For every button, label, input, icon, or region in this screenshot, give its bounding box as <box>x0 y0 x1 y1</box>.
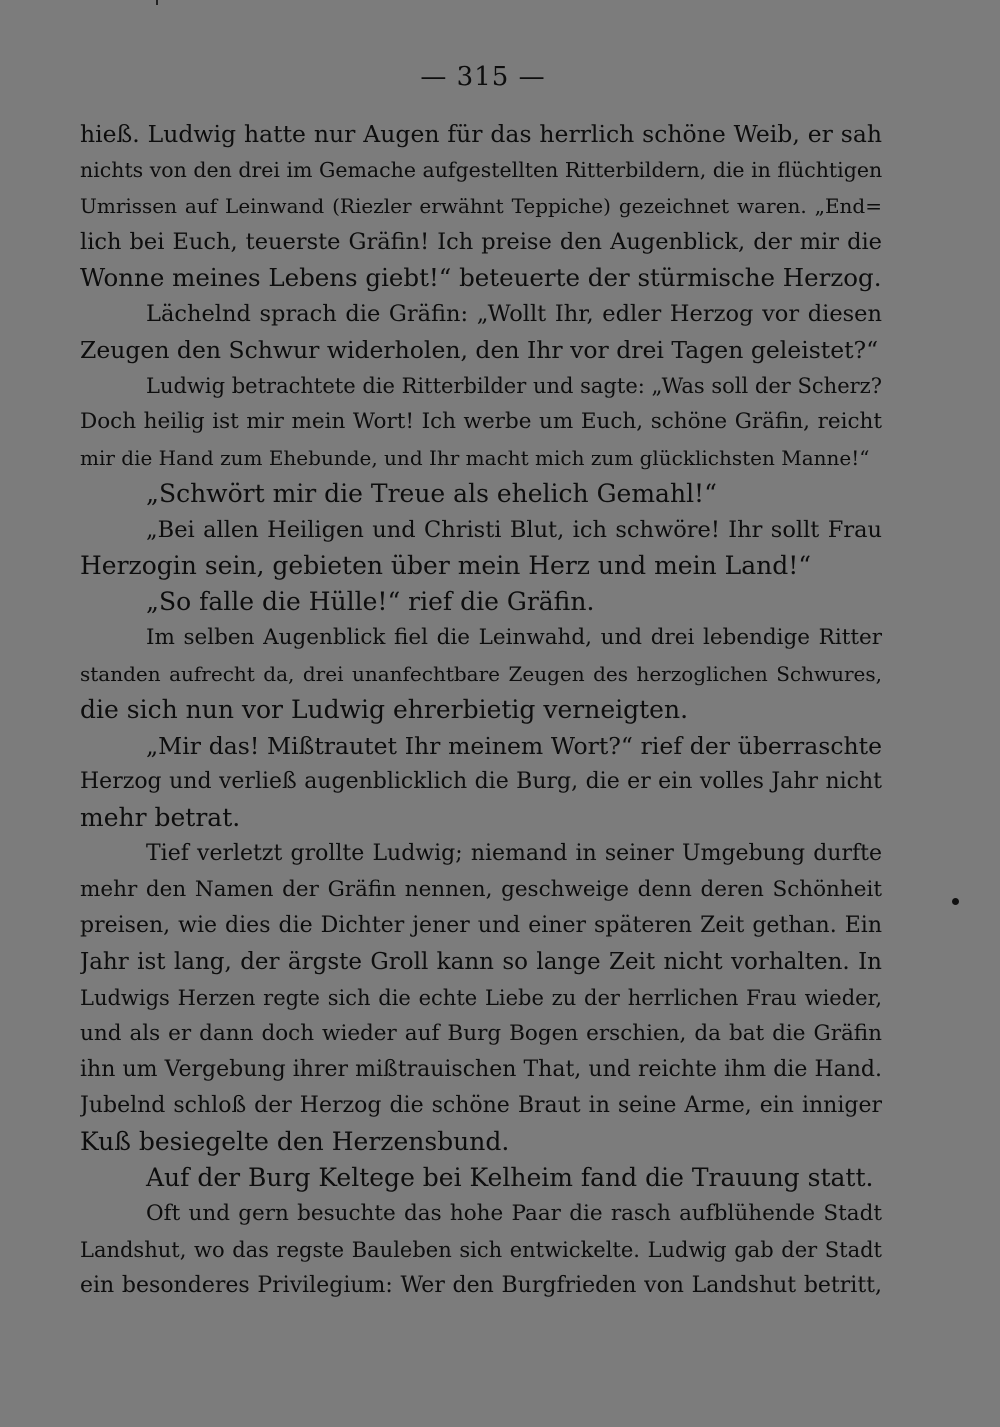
text-line: Im selben Augenblick fiel die Leinwahd, und drei lebendige Ritter <box>146 625 882 650</box>
text-line: Jahr ist lang, der ärgste Groll kann so lange Zeit nicht vorhalten. In <box>80 949 882 975</box>
text-line: Zeugen den Schwur widerholen, den Ihr vor drei Tagen geleistet?“ <box>80 336 879 364</box>
text-line: Oft und gern besuchte das hohe Paar die rasch aufblühende Stadt <box>146 1201 882 1226</box>
text-line: „Bei allen Heiligen und Christi Blut, ich schwöre! Ihr sollt Frau <box>146 517 882 543</box>
text-line: „Schwört mir die Treue als ehelich Gemahl!“ <box>146 479 717 508</box>
text-line: Doch heilig ist mir mein Wort! Ich werbe um Euch, schöne Gräfin, reicht <box>80 409 882 434</box>
text-line: Kuß besiegelte den Herzensbund. <box>80 1127 510 1156</box>
text-line: Herzogin sein, gebieten über mein Herz und mein Land!“ <box>80 551 812 580</box>
text-line: Ludwigs Herzen regte sich die echte Liebe zu der herrlichen Frau wieder, <box>80 986 882 1010</box>
text-line: ein besonderes Privilegium: Wer den Burgfrieden von Landshut betritt, <box>80 1273 882 1298</box>
text-line: preisen, wie dies die Dichter jener und einer späteren Zeit gethan. Ein <box>80 913 882 938</box>
text-line: Herzog und verließ augenblicklich die Burg, die er ein volles Jahr nicht <box>80 769 882 794</box>
text-line: die sich nun vor Ludwig ehrerbietig verneigten. <box>80 695 689 724</box>
margin-dot <box>952 898 959 905</box>
text-line: mehr den Namen der Gräfin nennen, geschweige denn deren Schönheit <box>80 877 882 902</box>
scan-mark <box>156 0 158 5</box>
text-line: Wonne meines Lebens giebt!“ beteuerte der stürmische Herzog. <box>80 263 882 292</box>
text-line: und als er dann doch wieder auf Burg Bogen erschien, da bat die Gräfin <box>80 1021 882 1046</box>
text-line: nichts von den drei im Gemache aufgestellten Ritterbildern, die in flüchtigen <box>80 158 882 182</box>
page-number: — 315 — <box>420 62 546 92</box>
text-line: Jubelnd schloß der Herzog die schöne Braut in seine Arme, ein inniger <box>80 1093 882 1118</box>
text-line: lich bei Euch, teuerste Gräfin! Ich preise den Augenblick, der mir die <box>80 229 882 255</box>
body-text <box>80 116 882 1304</box>
text-line: Ludwig betrachtete die Ritterbilder und sagte: „Was soll der Scherz? <box>146 374 882 398</box>
text-line: hieß. Ludwig hatte nur Augen für das herrlich schöne Weib, er sah <box>80 120 882 148</box>
text-line: mehr betrat. <box>80 803 241 832</box>
text-line: Lächelnd sprach die Gräfin: „Wollt Ihr, edler Herzog vor diesen <box>146 301 882 327</box>
text-line: Umrissen auf Leinwand (Riezler erwähnt Teppiche) gezeichnet waren. „End= <box>80 194 882 218</box>
text-line: Tief verletzt grollte Ludwig; niemand in seiner Umgebung durfte <box>146 841 882 866</box>
text-line: „Mir das! Mißtrautet Ihr meinem Wort?“ rief der überraschte <box>146 732 882 760</box>
text-line: ihn um Vergebung ihrer mißtrauischen That, und reichte ihm die Hand. <box>80 1057 882 1082</box>
text-line: Landshut, wo das regste Bauleben sich entwickelte. Ludwig gab der Stadt <box>80 1238 882 1262</box>
text-line: Auf der Burg Keltege bei Kelheim fand die Trauung statt. <box>146 1163 874 1192</box>
text-line: standen aufrecht da, drei unanfechtbare Zeugen des herzoglichen Schwures, <box>80 662 882 686</box>
text-line: mir die Hand zum Ehebunde, und Ihr macht mich zum glücklichsten Manne!“ <box>80 446 870 470</box>
text-line: „So falle die Hülle!“ rief die Gräfin. <box>146 587 595 616</box>
